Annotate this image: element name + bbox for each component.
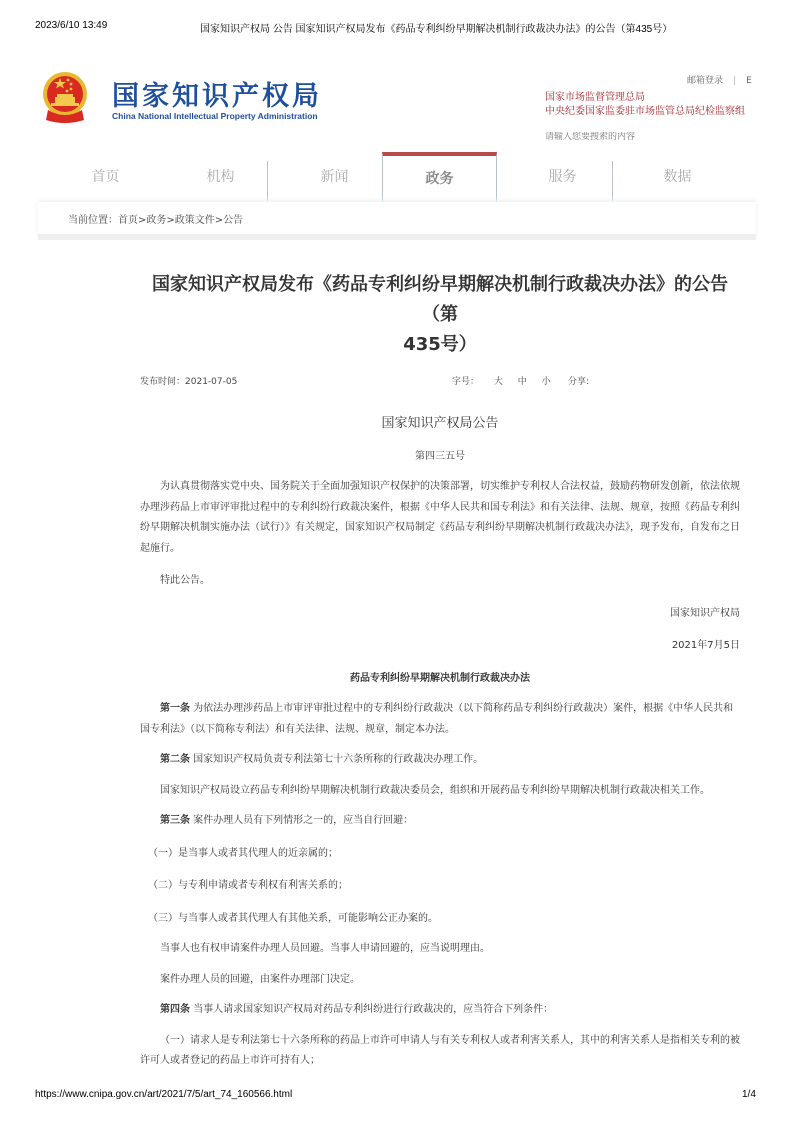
article-1-text: 为依法办理涉药品上市审评审批过程中的专利纠纷行政裁决（以下简称药品专利纠纷行政裁决）案件，根据《中华人民共和国专利法》（以下简称专利法）和有关法律、法规、规章，制定本办法。 xyxy=(140,703,734,735)
measures-title: 药品专利纠纷早期解决机制行政裁决办法 xyxy=(350,672,530,684)
breadcrumb-prefix: 当前位置： xyxy=(68,215,118,226)
font-size-controls xyxy=(452,374,563,387)
main-nav xyxy=(38,150,756,202)
nav-item-data[interactable]: 数据 xyxy=(663,169,692,185)
article-3 xyxy=(140,811,740,832)
breadcrumb-home[interactable]: 首页 xyxy=(118,215,138,226)
article-2-para-2: 国家知识产权局设立药品专利纠纷早期解决机制行政裁决委员会，组织和开展药品专利纠纷早期解决机制行政裁决相关工作。 xyxy=(160,784,710,796)
article-1 xyxy=(140,699,740,740)
font-size-label: 字号： xyxy=(452,377,480,387)
login-row xyxy=(687,73,752,86)
publish-info xyxy=(140,374,237,387)
article-4-label: 第四条 xyxy=(160,1004,190,1015)
print-page-title: 国家知识产权局 公告 国家知识产权局发布《药品专利纠纷早期解决机制行政裁决办法》的公告（第435号） xyxy=(200,24,673,35)
separator: | xyxy=(733,76,737,86)
font-size-small[interactable]: 小 xyxy=(541,377,551,387)
article-3-para-2: 当事人也有权申请案件办理人员回避。当事人申请回避的，应当说明理由。 xyxy=(160,943,490,954)
discipline-inspection-link[interactable]: 中央纪委国家监委驻市场监管总局纪检监察组 xyxy=(545,106,745,117)
article-3-para-3: 案件办理人员的回避，由案件办理部门决定。 xyxy=(160,973,360,985)
notice-number: 第四三五号 xyxy=(415,450,465,462)
share-label: 分享: xyxy=(568,377,590,387)
closing: 特此公告。 xyxy=(160,575,210,586)
article-4 xyxy=(140,1000,740,1021)
search-input[interactable] xyxy=(545,132,745,142)
publish-label: 发布时间： xyxy=(140,377,186,387)
article-3-item-1: （一）是当事人或者其代理人的近亲属的； xyxy=(148,847,338,859)
english-link[interactable]: E xyxy=(746,76,752,86)
national-emblem-icon xyxy=(40,70,90,124)
nav-item-services[interactable]: 服务 xyxy=(548,169,577,185)
breadcrumb-sep: > xyxy=(214,215,224,226)
logo-chinese-name: 国家知识产权局 xyxy=(112,81,322,112)
signature: 国家知识产权局 xyxy=(670,607,740,619)
font-size-medium[interactable]: 中 xyxy=(517,377,527,387)
breadcrumb-bar xyxy=(38,202,756,240)
article xyxy=(140,270,740,1072)
article-title xyxy=(140,270,740,360)
breadcrumb-sep: > xyxy=(138,215,147,226)
article-body xyxy=(140,414,740,1072)
notice-heading: 国家知识产权局公告 xyxy=(381,416,499,431)
nav-item-home[interactable]: 首页 xyxy=(91,169,120,185)
article-2 xyxy=(140,750,740,771)
samr-link[interactable]: 国家市场监督管理总局 xyxy=(545,92,645,103)
site-logo[interactable] xyxy=(40,70,340,130)
article-2-label: 第二条 xyxy=(160,754,190,765)
title-line-2: 435号） xyxy=(403,334,477,355)
email-login-link[interactable]: 邮箱登录 xyxy=(687,76,724,86)
article-4-item-1: （一）请求人是专利法第七十六条所称的药品上市许可申请人与有关专利权人或者利害关系人，其中的利害关系人是指相关专利的被许可人或者登记的药品上市许可持有人； xyxy=(140,1034,740,1066)
breadcrumb-sep: > xyxy=(166,215,175,226)
nav-divider xyxy=(612,161,613,201)
breadcrumb-policy-docs[interactable]: 政策文件 xyxy=(174,215,215,226)
print-timestamp: 2023/6/10 13:49 xyxy=(35,20,108,31)
breadcrumb xyxy=(68,211,243,226)
nav-divider xyxy=(267,161,268,201)
nav-item-organization[interactable]: 机构 xyxy=(206,169,235,185)
breadcrumb-gov-affairs[interactable]: 政务 xyxy=(146,215,167,226)
title-line-1: 国家知识产权局发布《药品专利纠纷早期解决机制行政裁决办法》的公告（第 xyxy=(152,274,728,325)
logo-english-name: China National Intellectual Property Administration xyxy=(112,111,318,121)
print-header xyxy=(0,0,793,40)
nav-item-government-affairs[interactable]: 政务 xyxy=(382,152,497,202)
print-url: https://www.cnipa.gov.cn/art/2021/7/5/art_74_160566.html xyxy=(35,1089,293,1100)
print-page-number: 1/4 xyxy=(742,1089,756,1100)
article-1-label: 第一条 xyxy=(160,703,190,714)
article-3-text: 案件办理人员有下列情形之一的，应当自行回避： xyxy=(190,815,414,826)
article-meta xyxy=(140,374,740,394)
nav-item-news[interactable]: 新闻 xyxy=(320,169,349,185)
article-3-item-2: （二）与专利申请或者专利权有利害关系的； xyxy=(148,880,348,891)
article-3-label: 第三条 xyxy=(160,815,190,826)
article-2-text: 国家知识产权局负责专利法第七十六条所称的行政裁决办理工作。 xyxy=(190,754,484,765)
article-3-item-3: （三）与当事人或者其代理人有其他关系，可能影响公正办案的。 xyxy=(148,912,438,924)
publish-date: 2021-07-05 xyxy=(185,377,238,387)
breadcrumb-announcement[interactable]: 公告 xyxy=(223,215,244,226)
article-4-text: 当事人请求国家知识产权局对药品专利纠纷进行行政裁决的，应当符合下列条件： xyxy=(190,1004,554,1015)
intro-paragraph: 为认真贯彻落实党中央、国务院关于全面加强知识产权保护的决策部署，切实维护专利权人合法权益，鼓励药物研发创新，依法依规办理涉药品上市审评审批过程中的专利纠纷行政裁决案件，根据《中华人民共和国专利法》和有关法律、法规、规章，按照《药品专利纠纷早期解决机制实施办法（试行）》有关规定，国家知识产权局制定《药品专利纠纷早期解决机制行政裁决办法》，现予发布，自发布之日起施行。 xyxy=(140,481,740,554)
font-size-large[interactable]: 大 xyxy=(493,377,503,387)
sign-date: 2021年7月5日 xyxy=(671,640,740,651)
